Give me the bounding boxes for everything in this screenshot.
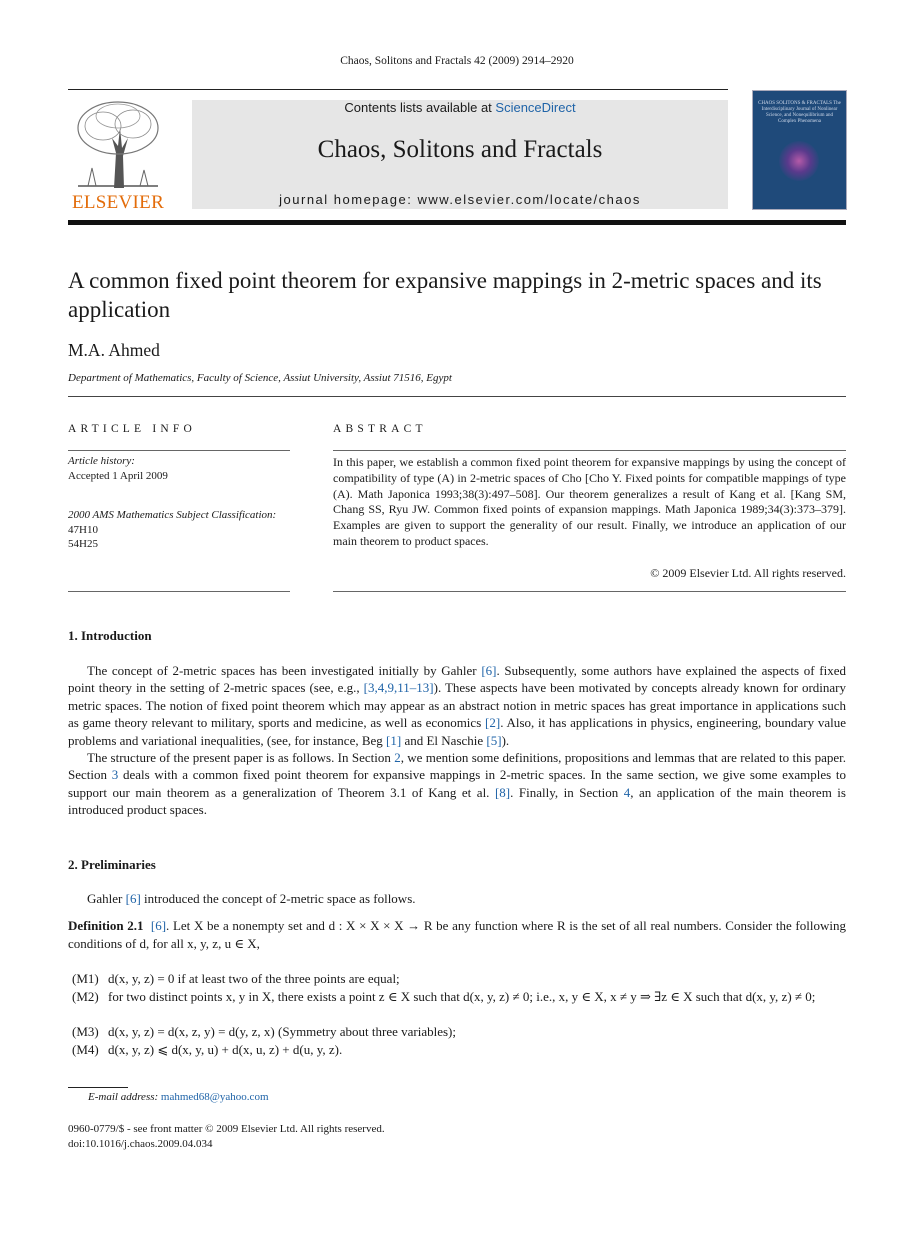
intro-paragraph-1: The concept of 2-metric spaces has been investigated initially by Gahler [6]. Subsequently, some authors have explained the aspects of fixed point theory in the setting of 2-metric spaces (see, e.g., [3,4,9,11–13]). These aspects have been motivated by concepts already known for ordinary metric spaces. The notion of fixed point theorem which may appear as an abstract notion in metric spaces has great importance in applications such as game theory relevant to military, sports and medicine, as well as economics [2]. Also, it has applications in physics, engineering, boundary value problems and variational inequalities, (see, for instance, Beg [1] and El Naschie [5]). (68, 663, 847, 748)
abstract-bottom-rule (333, 591, 846, 592)
affiliation-rule (68, 396, 846, 397)
elsevier-logo (68, 98, 168, 213)
msc-code: 54H25 (68, 538, 98, 550)
citation-link[interactable]: [8] (494, 784, 511, 800)
cover-image (779, 141, 819, 181)
front-matter (68, 1122, 385, 1151)
condition-m1 (68, 970, 846, 988)
abstract-heading: ABSTRACT (333, 423, 427, 435)
definition-2-1 (68, 917, 846, 953)
issn-line: 0960-0779/$ - see front matter © 2009 Elsevier Ltd. All rights reserved. (68, 1123, 385, 1135)
condition-m2 (68, 988, 846, 1024)
definition-label: Definition 2.1 (68, 918, 144, 933)
condition-m4 (68, 1041, 846, 1059)
email-label: E-mail address: (88, 1091, 161, 1103)
citation-link[interactable]: [5] (486, 732, 502, 748)
abstract-copyright: © 2009 Elsevier Ltd. All rights reserved. (650, 566, 846, 580)
journal-name: Chaos, Solitons and Fractals (317, 136, 603, 163)
condition-label: (M2) (72, 989, 99, 1004)
article-info-heading: ARTICLE INFO (68, 423, 196, 435)
author-affiliation: Department of Mathematics, Faculty of Science, Assiut University, Assiut 71516, Egypt (68, 372, 452, 384)
condition-label: (M1) (72, 971, 99, 986)
section-heading-preliminaries: 2. Preliminaries (68, 857, 156, 872)
footnote-rule (68, 1087, 128, 1088)
header-rule (68, 89, 728, 90)
author-name: M.A. Ahmed (68, 340, 160, 360)
definition-text: . Let X be a nonempty set and d : X × X × X → R be any function where R is the set of all real numbers. Consider the following conditions of d, for all x, y, z, u ∈ X, (68, 918, 846, 951)
email-link[interactable]: mahmed68@yahoo.com (160, 1091, 269, 1103)
preliminaries-intro: Gahler [6] introduced the concept of 2-metric space as follows. (87, 891, 416, 906)
citation-link[interactable]: [1] (386, 732, 402, 748)
citation-link[interactable]: [6] (481, 663, 497, 678)
header-thick-rule (68, 220, 846, 225)
msc-code: 47H10 (68, 523, 98, 536)
citation-link[interactable]: [6] (150, 918, 167, 933)
article-info-rule (68, 450, 290, 451)
section-link[interactable]: 2 (394, 750, 401, 766)
condition-label: (M3) (72, 1024, 99, 1039)
article-info-bottom-rule (68, 591, 290, 592)
section-heading-introduction: 1. Introduction (68, 628, 152, 643)
condition-text: d(x, y, z) ⩽ d(x, y, u) + d(x, u, z) + d(u, y, z). (108, 1042, 343, 1057)
elsevier-tree-icon (68, 98, 168, 190)
section-link[interactable]: 3 (111, 767, 119, 783)
condition-label: (M4) (72, 1042, 99, 1057)
contents-prefix: Contents lists available at (344, 100, 496, 115)
article-title: A common fixed point theorem for expansive mappings in 2-metric spaces and its application (68, 268, 822, 322)
footnote-email (88, 1091, 269, 1103)
introduction-body (68, 662, 846, 819)
article-info-body (68, 454, 290, 552)
contents-line (192, 100, 728, 115)
msc-label: 2000 AMS Mathematics Subject Classification: (68, 509, 277, 521)
citation-link[interactable]: [6] (125, 891, 141, 906)
journal-banner (192, 100, 728, 209)
condition-text: d(x, y, z) = 0 if at least two of the three points are equal; (108, 971, 400, 986)
abstract-text: In this paper, we establish a common fixed point theorem for expansive mappings by using the concept of compatibility of type (A) in 2-metric spaces of Cho [Cho Y. Fixed points for compatible mappings of type (A). Math Japonica 1993;38(3):497–508]. Our theorem generalizes a result of Kang et al. [Kang SM, Chang SS, Ryu JW. Common fixed points of expansion mappings. Math Japonica 1989;34(3):373–379]. Examples are given to support the generality of our result. Finally, we introduce an application of our main theorem to product spaces. (333, 455, 846, 548)
journal-cover (752, 90, 847, 210)
condition-text: d(x, y, z) = d(x, z, y) = d(y, z, x) (Symmetry about three variables); (108, 1024, 456, 1039)
doi-line[interactable]: doi:10.1016/j.chaos.2009.04.034 (68, 1137, 213, 1150)
section-link[interactable]: 4 (623, 784, 631, 800)
condition-text: for two distinct points x, y in X, there exists a point z ∈ X such that d(x, y, z) ≠ 0; i.e., x, y ∈ X, x ≠ y ⇒ ∃z ∈ X such that d(x, y, z) ≠ 0; (108, 989, 816, 1004)
intro-paragraph-2: The structure of the present paper is as follows. In Section 2, we mention some definitions, propositions and lemmas that are related to this paper. Section 3 deals with a common fixed point theorem for expansive mappings in 2-metric spaces. In the same section, we give some examples to support our main theorem as a generalization of Theorem 3.1 of Kang et al. [8]. Finally, in Section 4, an application of the main theorem is introduced product spaces. (68, 750, 847, 818)
running-head: Chaos, Solitons and Fractals 42 (2009) 2914–2920 (340, 55, 574, 67)
condition-m3 (68, 1023, 846, 1041)
journal-homepage[interactable]: journal homepage: www.elsevier.com/locate/chaos (279, 192, 641, 207)
citation-link[interactable]: [3,4,9,11–13] (363, 680, 434, 696)
citation-link[interactable]: [2] (485, 715, 501, 731)
cover-text: CHAOS SOLITONS & FRACTALS The Interdisciplinary Journal of Nonlinear Science, and Nonequilibrium and Complex Phenomena (758, 101, 841, 124)
abstract-rule (333, 450, 846, 451)
sciencedirect-link[interactable]: ScienceDirect (495, 100, 576, 115)
history-label: Article history: (68, 455, 135, 467)
accepted-date: Accepted 1 April 2009 (68, 469, 168, 482)
publisher-name: ELSEVIER (71, 192, 165, 213)
